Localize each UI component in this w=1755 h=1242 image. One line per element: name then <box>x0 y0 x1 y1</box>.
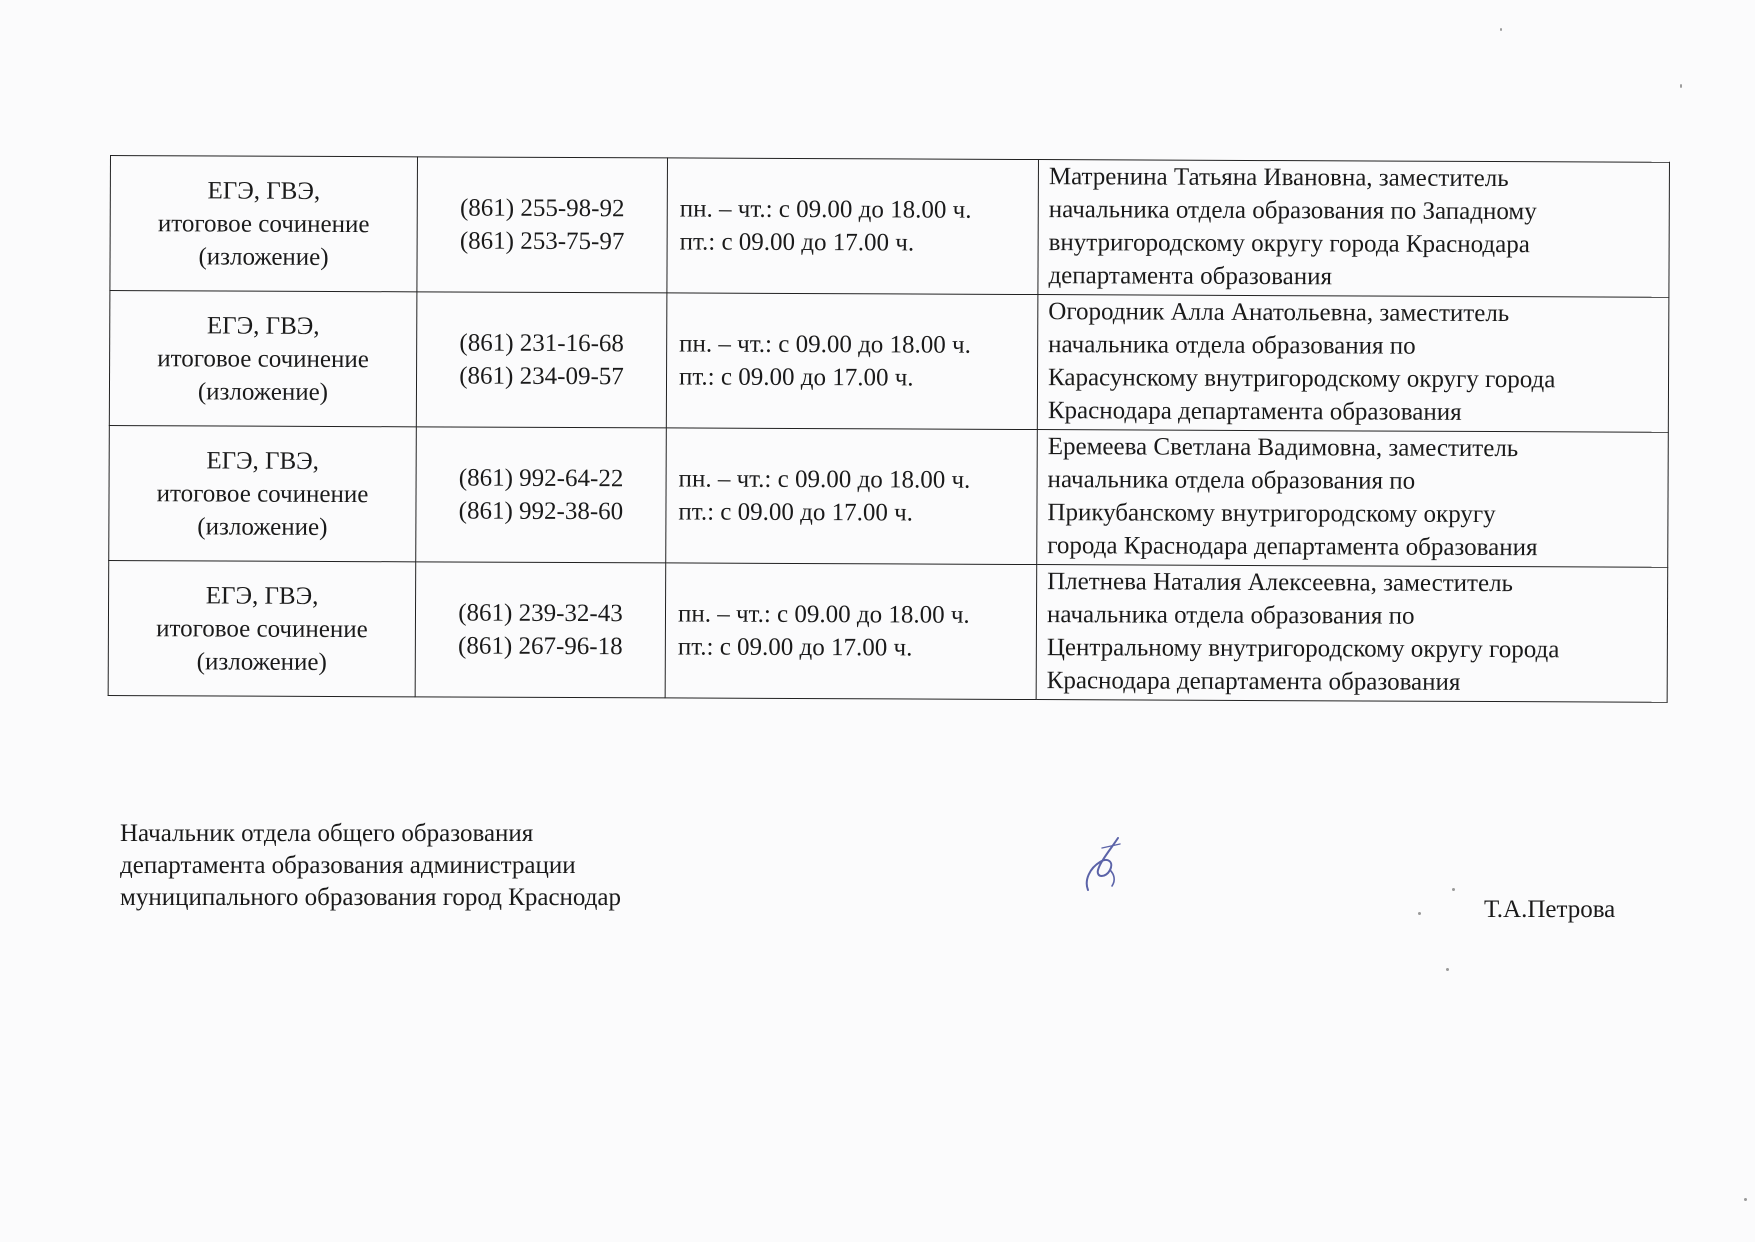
hours-cell: пн. – чт.: с 09.00 до 18.00 ч. пт.: с 09.00 до 17.00 ч. <box>666 428 1038 565</box>
handwritten-signature <box>1080 832 1126 904</box>
table-row <box>109 291 1669 433</box>
contact-cell: Плетнева Наталия Алексеевна, заместитель начальника отдела образования по Центральному внутригородскому округу города Краснодара департамента образования <box>1036 565 1668 703</box>
exam-type-cell: ЕГЭ, ГВЭ, итоговое сочинение (изложение) <box>109 291 417 427</box>
table-row <box>110 156 1670 298</box>
scan-speck <box>1680 84 1682 88</box>
hotline-table <box>108 155 1670 703</box>
phone-cell: (861) 992-64-22 (861) 992-38-60 <box>416 427 667 563</box>
phone-cell: (861) 255-98-92 (861) 253-75-97 <box>417 157 668 293</box>
signer-position: Начальник отдела общего образования департамента образования администрации муниципального образования город Краснодар <box>120 820 622 911</box>
exam-type-cell: ЕГЭ, ГВЭ, итоговое сочинение (изложение) <box>109 425 417 561</box>
scan-speck <box>1418 912 1421 915</box>
hours-cell: пн. – чт.: с 09.00 до 18.00 ч. пт.: с 09.00 до 17.00 ч. <box>665 563 1037 700</box>
scan-speck <box>1744 1198 1747 1201</box>
table-row <box>109 425 1669 567</box>
contact-cell: Огородник Алла Анатольевна, заместитель начальника отдела образования по Карасунскому внутригородскому округу города Краснодара департамента образования <box>1037 295 1669 433</box>
scan-speck <box>1500 28 1502 31</box>
contact-cell: Еремеева Светлана Вадимовна, заместитель начальника отдела образования по Прикубанскому внутригородскому округу города Краснодара департамента образования <box>1037 430 1669 568</box>
contact-cell: Матренина Татьяна Ивановна, заместитель начальника отдела образования по Западному внутригородскому округу города Краснодара департамента образования <box>1038 160 1670 298</box>
signer-name: Т.А.Петрова <box>1484 896 1616 923</box>
phone-cell: (861) 239-32-43 (861) 267-96-18 <box>415 562 666 698</box>
scan-speck <box>1446 968 1449 971</box>
phone-cell: (861) 231-16-68 (861) 234-09-57 <box>416 292 667 428</box>
hours-cell: пн. – чт.: с 09.00 до 18.00 ч. пт.: с 09.00 до 17.00 ч. <box>666 293 1038 430</box>
table-row <box>108 560 1668 702</box>
exam-type-cell: ЕГЭ, ГВЭ, итоговое сочинение (изложение) <box>108 560 416 696</box>
scan-speck <box>1452 888 1455 891</box>
hours-cell: пн. – чт.: с 09.00 до 18.00 ч. пт.: с 09.00 до 17.00 ч. <box>667 158 1039 295</box>
exam-type-cell: ЕГЭ, ГВЭ, итоговое сочинение (изложение) <box>110 156 418 292</box>
